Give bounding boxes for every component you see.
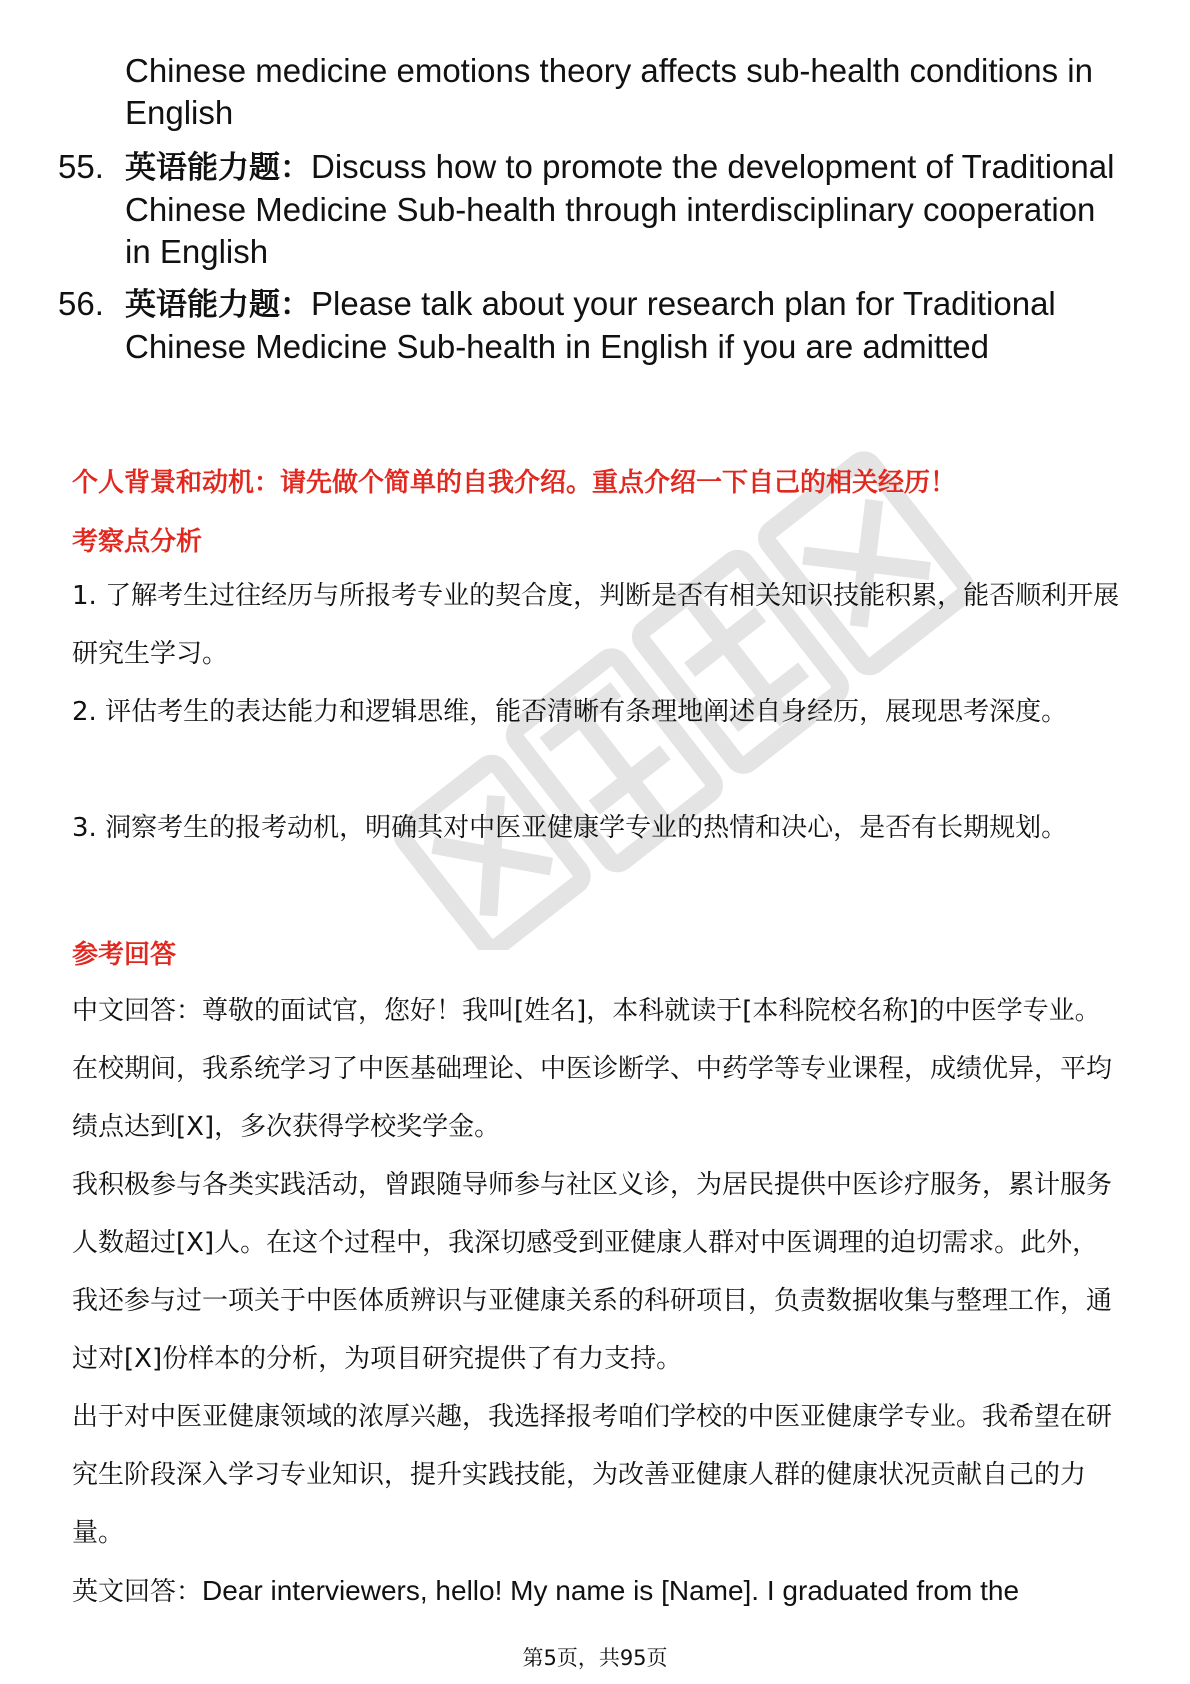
- question-label: 英语能力题：: [125, 150, 311, 186]
- analysis-point-2: 2. 评估考生的表达能力和逻辑思维，能否清晰有条理地阐述自身经历，展现思考深度。: [72, 697, 1068, 727]
- reference-title: 参考回答: [72, 940, 177, 970]
- analysis-point-1: 1. 了解考生过往经历与所报考专业的契合度，判断是否有相关知识技能积累，能否顺利开展研究生学习。: [72, 581, 1120, 669]
- question-number: 55.: [58, 148, 104, 185]
- question-continuation: Chinese medicine emotions theory affects sub-health conditions in English: [125, 52, 1093, 131]
- english-answer: [72, 1562, 1122, 1621]
- analysis-point-3: 3. 洞察考生的报考动机，明确其对中医亚健康学专业的热情和决心，是否有长期规划。: [72, 813, 1068, 843]
- answer-paragraph-2: 我积极参与各类实践活动，曾跟随导师参与社区义诊，为居民提供中医诊疗服务，累计服务人数超过[X]人。在这个过程中，我深切感受到亚健康人群对中医调理的迫切需求。此外，我还参与过一项关于中医体质辨识与亚健康关系的科研项目，负责数据收集与整理工作，通过对[X]份样本的分析，为项目研究提供了有力支持。: [72, 1170, 1113, 1374]
- question-56: [58, 283, 1128, 368]
- english-answer-label: 英文回答：: [72, 1577, 203, 1607]
- question-55: [58, 146, 1128, 273]
- question-label: 英语能力题：: [125, 287, 311, 323]
- page-number: 第5页，共95页: [522, 1646, 668, 1670]
- answer-paragraph-3: 出于对中医亚健康领域的浓厚兴趣，我选择报考咱们学校的中医亚健康学专业。我希望在研究生阶段深入学习专业知识，提升实践技能，为改善亚健康人群的健康状况贡献自己的力量。: [72, 1402, 1113, 1548]
- english-answer-text: Dear interviewers, hello! My name is [Name]. I graduated from the: [202, 1575, 1020, 1606]
- question-number: 56.: [58, 285, 104, 322]
- question-text: Discuss how to promote the development of Traditional Chinese Medicine Sub-health through interdisciplinary cooperation in English: [125, 148, 1115, 270]
- section-heading: 个人背景和动机：请先做个简单的自我介绍。重点介绍一下自己的相关经历！: [72, 468, 957, 498]
- analysis-title: 考察点分析: [72, 527, 203, 557]
- answer-paragraph-1: 中文回答：尊敬的面试官，您好！我叫[姓名]，本科就读于[本科院校名称]的中医学专业。在校期间，我系统学习了中医基础理论、中医诊断学、中药学等专业课程，成绩优异，平均绩点达到[X]，多次获得学校奖学金。: [72, 996, 1113, 1142]
- question-text: Please talk about your research plan for Traditional Chinese Medicine Sub-health in English if you are admitted: [125, 285, 1056, 365]
